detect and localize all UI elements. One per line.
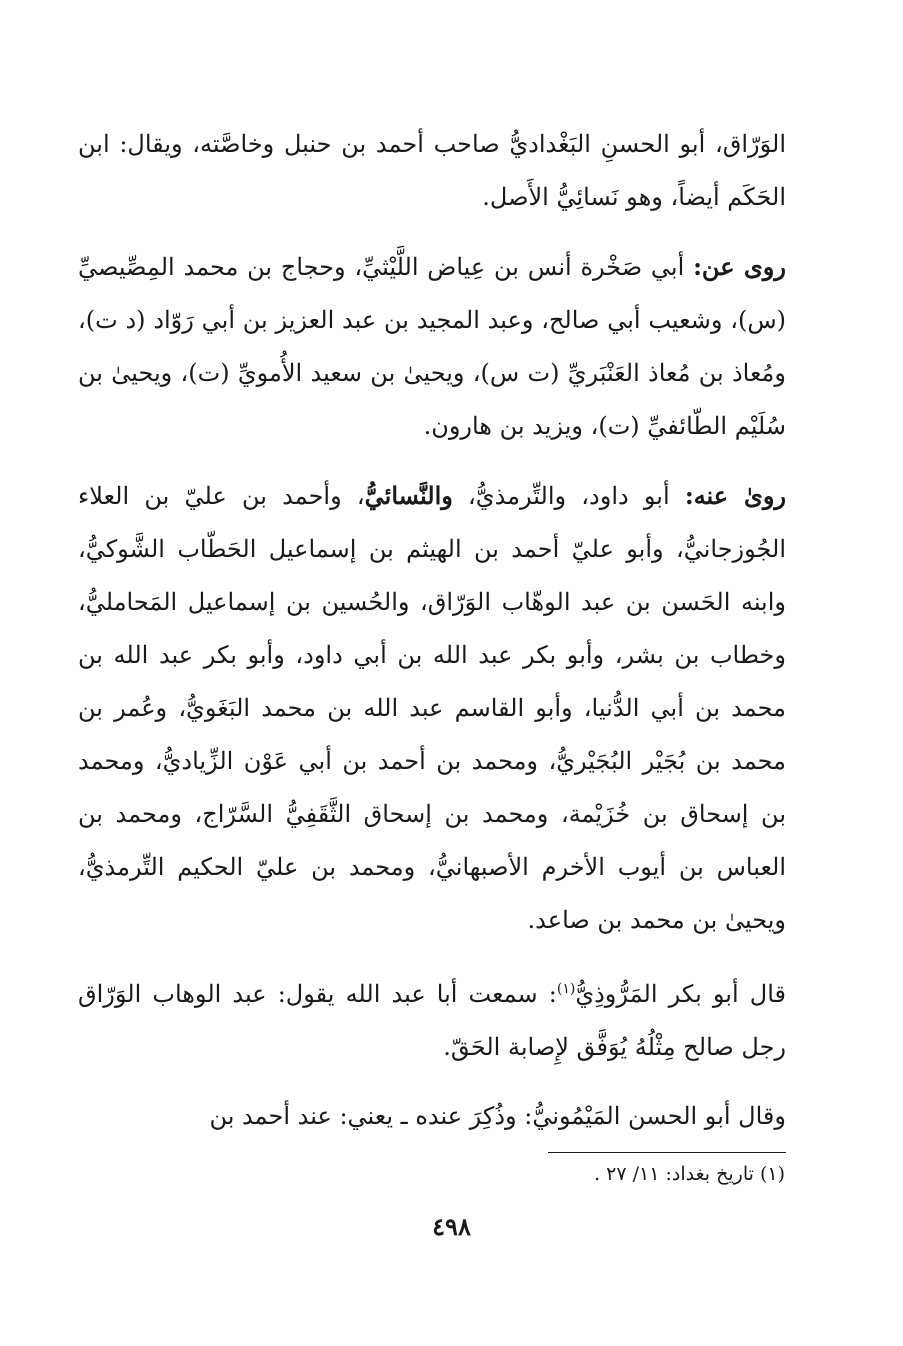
marwadhi-quote-start: قال أبو بكر المَرُّوذِيُّ — [575, 980, 786, 1008]
page-number-text: ٤٩٨ — [432, 1212, 471, 1241]
paragraph-maymuni-quote — [78, 1090, 786, 1143]
narrated-from-text: أبي صَخْرة أنس بن عِياض اللَّيْثيِّ، وحجاج بن محمد المِصِّيصيِّ (س)، وشعيب أبي صالح، وعبد المجيد بن عبد العزيز بن أبي رَوّاد (د ت)، ومُعاذ بن مُعاذ العَنْبَريِّ (ت س)، ويحيىٰ بن سعيد الأُمويِّ (ت)، ويحيىٰ بن سُلَيْم الطّائفيِّ (ت)، ويزيد بن هارون. — [78, 253, 786, 440]
footnote-text: (١) تاريخ بغداد: ١١/ ٢٧ . — [594, 1163, 785, 1185]
footnote — [385, 1160, 785, 1188]
paragraph-intro — [78, 118, 786, 224]
paragraph-narrated-from — [78, 240, 786, 453]
narrated-by-text-start: أبو داود، والتِّرمذيُّ، — [452, 482, 685, 510]
footnote-divider — [548, 1152, 786, 1153]
narrated-by-text-rest: ، وأحمد بن عليّ بن العلاء الجُوزجانيُّ، وأبو عليّ أحمد بن الهيثم بن إسماعيل الحَطّاب الشَّوكيُّ، وابنه الحَسن بن عبد الوهّاب الوَرّاق، والحُسين بن إسماعيل المَحامليُّ، وخطاب بن بشر، وأبو بكر عبد الله بن أبي داود، وأبو بكر عبد الله بن محمد بن أبي الدُّنيا، وأبو القاسم عبد الله بن محمد البَغَويُّ، وعُمر بن محمد بن بُجَيْر البُجَيْريُّ، ومحمد بن أحمد بن أبي عَوْن الزِّياديُّ، ومحمد بن إسحاق بن خُزَيْمة، ومحمد بن إسحاق الثَّقَفِيُّ السَّرّاج، ومحمد بن العباس بن أيوب الأخرم الأصبهانيُّ، ومحمد بن عليّ الحكيم التِّرمذيُّ، ويحيىٰ بن محمد بن صاعد. — [78, 482, 786, 934]
paragraph-narrated-by — [78, 469, 786, 947]
narrated-by-bold-name: والنَّسائيُّ — [364, 481, 453, 510]
page-number — [0, 1212, 903, 1241]
maymuni-quote-text: وقال أبو الحسن المَيْمُونيُّ: وذُكِرَ عنده ـ يعني: عند أحمد بن — [209, 1102, 786, 1130]
marwadhi-quote-rest: : سمعت أبا عبد الله يقول: عبد الوهاب الوَرّاق رجل صالح مِثْلُهُ يُوَفَّق لإِصابة الحَقّ. — [78, 980, 786, 1061]
intro-text: الوَرّاق، أبو الحسنِ البَغْداديُّ صاحب أحمد بن حنبل وخاصَّته، ويقال: ابن الحَكَم أيضاً، وهو نَسائِيُّ الأَصل. — [78, 130, 786, 211]
narrated-by-heading: روىٰ عنه: — [684, 481, 787, 510]
footnote-reference[interactable]: (١) — [556, 981, 576, 997]
paragraph-marwadhi-quote — [78, 963, 786, 1074]
page-body — [78, 118, 786, 1143]
narrated-from-heading: روى عن: — [693, 252, 786, 281]
